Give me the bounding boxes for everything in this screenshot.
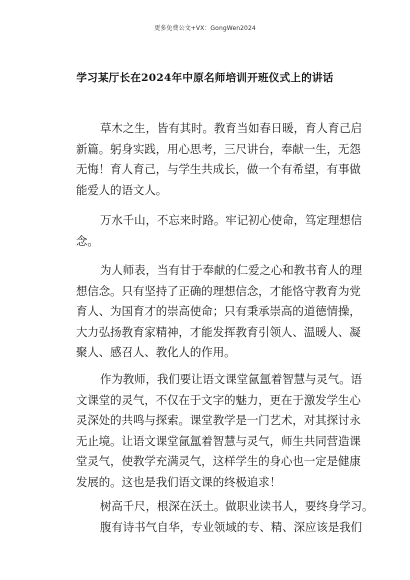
body-line: 想信念。只有坚持了正确的理想信念，才能恪守教育为党 [76, 283, 361, 298]
header-note: 更多免费公文+VX：GongWen2024 [154, 25, 256, 32]
body-line: 无悔！育人育己，与学生共成长，做一个有希望，有事做 [76, 162, 361, 176]
body-line: 大力弘扬教育家精神，才能发挥教育引领人、温暖人、凝 [76, 324, 361, 339]
body-line: 聚人、感召人、教化人的作用。 [76, 345, 236, 359]
body-line: 无止境。让语文课堂氤氲着智慧与灵气，师生共同营造课 [76, 433, 361, 448]
body-line: 树高千尺，根深在沃土。做职业读书人，要终身学习。 [100, 499, 374, 513]
body-line: 新篇。躬身实践，用心思考，三尺讲台，奉献一生，无怨 [76, 141, 361, 156]
body-line: 文课堂的灵气，不仅在于文字的魅力，更在于激发学生心 [76, 392, 361, 407]
body-line: 堂灵气，使教学充满灵气，这样学生的身心也一定是健康 [76, 454, 361, 468]
body-line: 发展的。这也是我们语文课的终极追求！ [76, 474, 282, 489]
body-line: 草木之生，皆有其时。教育当如春日暖，育人育己启 [100, 121, 362, 135]
body-line: 万水千山，不忘来时路。牢记初心使命，笃定理想信 [100, 213, 362, 227]
body-line: 念。 [76, 233, 99, 248]
body-line: 腹有诗书气自华，专业领域的专、精、深应该是我们 [100, 519, 362, 534]
document-title: 学习某厅长在2024年中原名师培训开班仪式上的讲话 [76, 72, 334, 84]
body-line: 育人、为国育才的崇高使命；只有秉承崇高的道德情操， [76, 304, 361, 318]
body-line: 灵深处的共鸣与探索。课堂教学是一门艺术，对其探讨永 [76, 413, 361, 427]
body-line: 作为教师，我们要让语文课堂氤氲着智慧与灵气。语 [100, 372, 362, 386]
body-line: 能爱人的语文人。 [76, 182, 168, 197]
body-line: 为人师表，当有甘于奉献的仁爱之心和教书育人的理 [100, 263, 362, 277]
